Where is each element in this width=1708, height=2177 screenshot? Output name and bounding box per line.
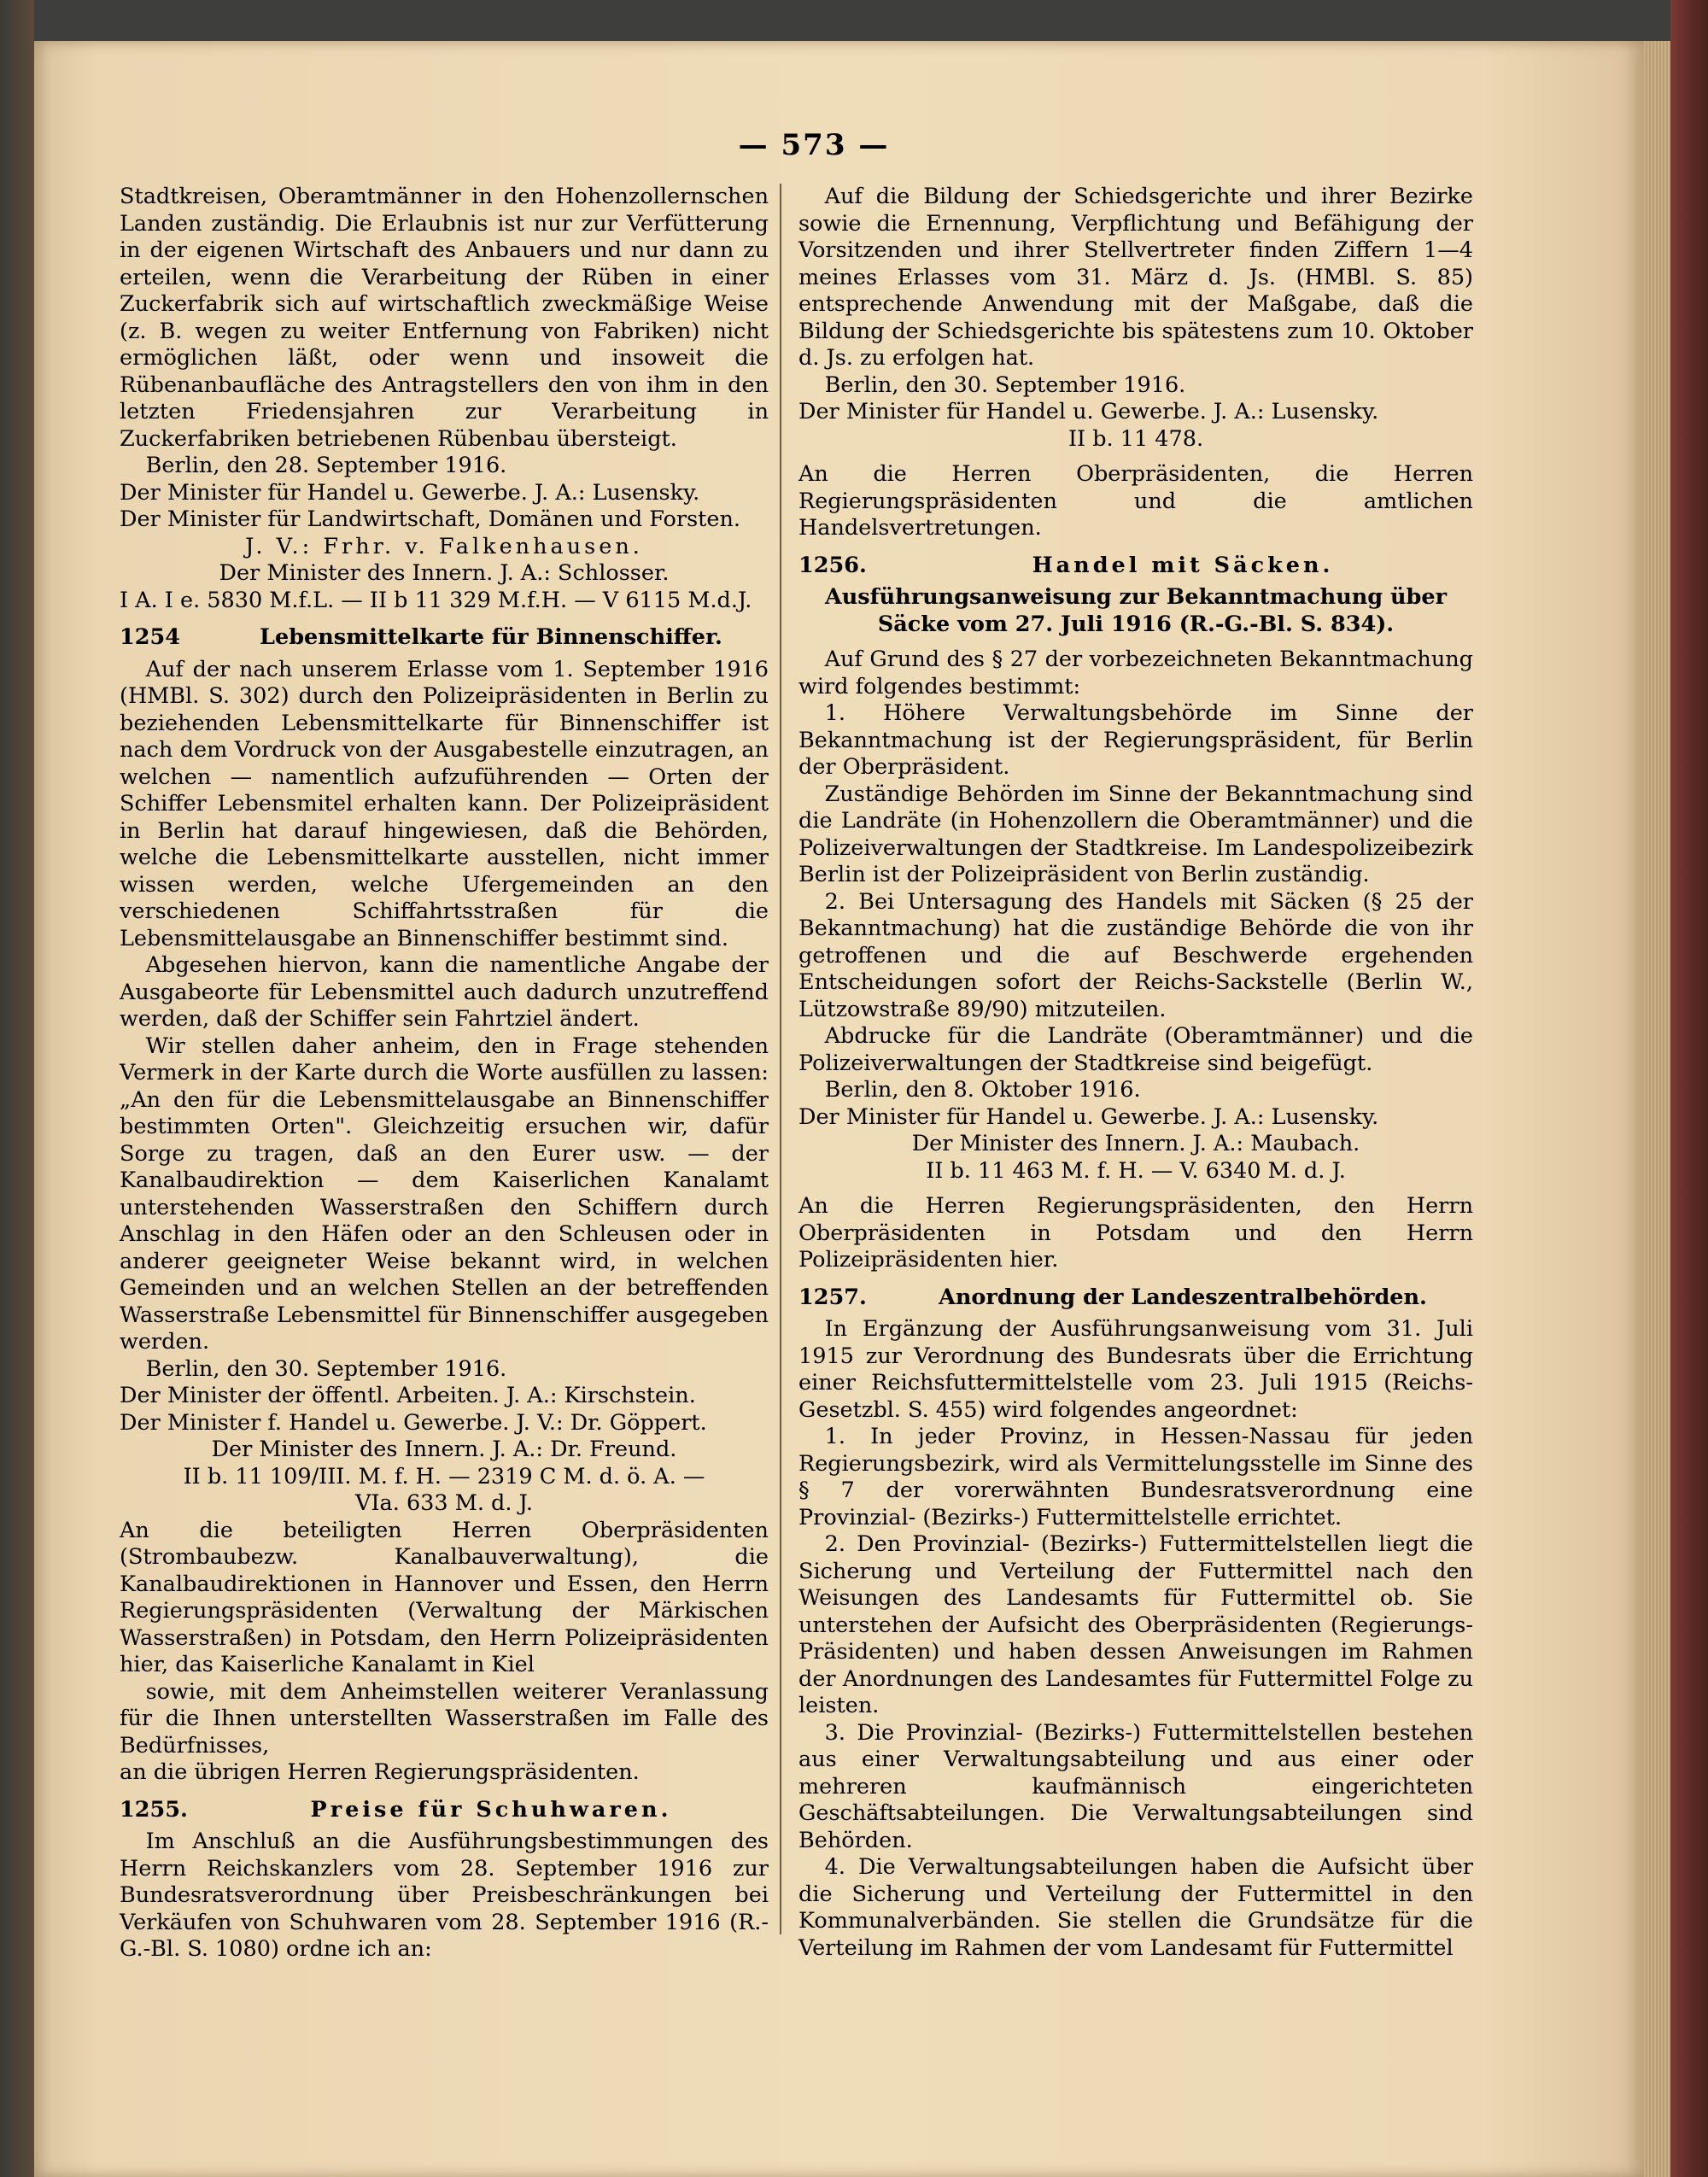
- book-spine-left: [0, 0, 34, 2177]
- section-title: Handel mit Säcken.: [1032, 552, 1334, 578]
- signature-line: Der Minister des Innern. J. A.: Schlosser.: [219, 560, 670, 586]
- section-number: 1257.: [798, 1284, 867, 1310]
- section-subtitle: Ausführungsanweisung zur Bekanntmachung über Säcke vom 27. Juli 1916 (R.-G.-Bl. S. 834).: [824, 584, 1448, 637]
- reference-line: VIa. 633 M. d. J.: [355, 1490, 533, 1516]
- addressee: An die Herren Oberpräsidenten, die Herren Regierungspräsidenten und die amtlichen Handelsvertretungen.: [798, 461, 1473, 541]
- reference-line: II b. 11 109/III. M. f. H. — 2319 C M. d. ö. A. —: [183, 1463, 705, 1489]
- paragraph: Auf Grund des § 27 der vorbezeichneten Bekanntmachung wird folgendes bestimmt:: [798, 647, 1473, 699]
- addressee: An die beteiligten Herren Oberpräsidenten (Strombaubezw. Kanalbauverwaltung), die Kanalbaudirektionen in Hannover und Essen, den Herrn Regierungspräsidenten (Verwaltung der Märkischen Wasserstraßen) in Potsdam, den Herrn Polizeipräsidenten hier, das Kaiserliche Kanalamt in Kiel: [120, 1517, 769, 1677]
- reference-line: I A. I e. 5830 M.f.L. — II b 11 329 M.f.H. — V 6115 M.d.J.: [120, 587, 752, 613]
- paragraph: 2. Den Provinzial- (Bezirks-) Futtermittelstellen liegt die Sicherung und Verteilung der Futtermittel nach den Weisungen des Landesamts für Futtermittel ob. Sie unterstehen der Aufsicht des Oberpräsidenten (Regierungs-Präsidenten) und haben dessen Anweisungen im Rahmen der Anordnungen des Landesamtes für Futtermittel Folge zu leisten.: [798, 1531, 1473, 1718]
- section-title: Anordnung der Landeszentralbehörden.: [939, 1284, 1427, 1310]
- signature-line: Der Minister des Innern. J. A.: Maubach.: [911, 1131, 1360, 1156]
- paragraph: Wir stellen daher anheim, den in Frage stehenden Vermerk in der Karte durch die Worte ausfüllen zu lassen: „An den für die Lebensmittelausgabe an Binnenschiffer bestimmten Orten". Gleichzeitig ersuchen wir, dafür Sorge zu tragen, daß an den Eurer usw. — der Kanalbaudirektion — dem Kaiserlichen Kanalamt unterstehenden Wasserstraßen den Schiffern durch Anschlag in den Häfen oder an den Schleusen oder in anderer geeigneter Weise bekannt wird, in welchen Gemeinden und an welchen Stellen an der betreffenden Wasserstraße Lebensmittel für Binnenschiffer ausgegeben werden.: [120, 1033, 769, 1355]
- addressee: an die übrigen Herren Regierungspräsidenten.: [120, 1759, 640, 1785]
- paragraph: 1. Höhere Verwaltungsbehörde im Sinne der Bekanntmachung ist der Regierungspräsident, für Berlin der Oberpräsident.: [798, 700, 1473, 780]
- paragraph: 2. Bei Untersagung des Handels mit Säcken (§ 25 der Bekanntmachung) hat die zuständige Behörde die von ihr getroffenen und die auf Beschwerde ergehenden Entscheidungen sofort der Reichs-Sackstelle (Berlin W., Lützowstraße 89/90) mitzuteilen.: [798, 888, 1473, 1022]
- section-title: Preise für Schuhwaren.: [310, 1796, 672, 1823]
- left-column: [120, 184, 769, 1963]
- addressee: sowie, mit dem Anheimstellen weiterer Veranlassung für die Ihnen unterstellten Wasserstraßen im Falle des Bedürfnisses,: [120, 1678, 769, 1759]
- addressee: An die Herren Regierungspräsidenten, den Herrn Oberpräsidenten in Potsdam und den Herrn Polizeipräsidenten hier.: [798, 1193, 1473, 1273]
- paragraph: Auf der nach unserem Erlasse vom 1. September 1916 (HMBl. S. 302) durch den Polizeipräsidenten in Berlin zu beziehenden Lebensmittelkarte für Binnenschiffer ist nach dem Vordruck von der Ausgabestelle einzutragen, an welchen — namentlich aufzuführenden — Orten der Schiffer Lebensmitel erhalten kann. Der Polizeipräsident in Berlin hat darauf hingewiesen, daß die Behörden, welche die Lebensmittelkarte ausstellen, nicht immer wissen werden, welche Ufergemeinden an den verschiedenen Schiffahrtsstraßen für die Lebensmittelausgabe an Binnenschiffer bestimmt sind.: [120, 656, 769, 951]
- reference-line: II b. 11 463 M. f. H. — V. 6340 M. d. J.: [926, 1157, 1346, 1184]
- date-line: Berlin, den 8. Oktober 1916.: [824, 1077, 1141, 1103]
- book-cover-top: [0, 0, 1708, 41]
- signature-line: Der Minister der öffentl. Arbeiten. J. A.: Kirschstein.: [120, 1383, 696, 1408]
- page-number: — 573 —: [738, 128, 890, 162]
- paragraph: Im Anschluß an die Ausführungsbestimmungen des Herrn Reichskanzlers vom 28. September 1916 zur Bundesratsverordnung über Preisbeschränkungen bei Verkäufen von Schuhwaren vom 28. September 1916 (R.-G.-Bl. S. 1080) ordne ich an:: [120, 1829, 769, 1962]
- date-line: Berlin, den 28. September 1916.: [145, 453, 507, 478]
- date-line: Berlin, den 30. September 1916.: [145, 1355, 507, 1382]
- right-column: [798, 184, 1473, 1962]
- section-number: 1254: [120, 624, 180, 650]
- reference-line: II b. 11 478.: [1068, 425, 1204, 452]
- paragraph: Stadtkreisen, Oberamtmänner in den Hohenzollernschen Landen zuständig. Die Erlaubnis ist nur zur Verfütterung in der eigenen Wirtschaft des Anbauers und nur dann zu erteilen, wenn die Verarbeitung der Rüben in einer Zuckerfabrik sich auf wirtschaftlich zweckmäßige Weise (z. B. wegen zu weiter Entfernung von Fabriken) nicht ermöglichen läßt, oder wenn und insoweit die Rübenanbaufläche des Antragstellers den von ihm in den letzten Friedensjahren zur Verarbeitung in Zuckerfabriken betriebenen Rübenbau übersteigt.: [120, 184, 769, 452]
- book-cover-right: [1670, 0, 1708, 2177]
- paragraph: Zuständige Behörden im Sinne der Bekanntmachung sind die Landräte (in Hohenzollern die Oberamtmänner) und die Polizeiverwaltungen der Stadtkreise. Im Landespolizeibezirk Berlin ist der Polizeipräsident von Berlin zuständig.: [798, 781, 1473, 887]
- signature-line: Der Minister für Handel u. Gewerbe. J. A.: Lusensky.: [120, 479, 700, 506]
- page-edges: [1644, 41, 1670, 2177]
- paragraph: 4. Die Verwaltungsabteilungen haben die Aufsicht über die Sicherung und Verteilung der Futtermittel in den Kommunalverbänden. Sie stellen die Grundsätze für die Verteilung im Rahmen der vom Landesamt für Futtermittel: [798, 1854, 1473, 1961]
- section-heading-1257: [798, 1285, 1473, 1312]
- paragraph: In Ergänzung der Ausführungsanweisung vom 31. Juli 1915 zur Verordnung des Bundesrats über die Errichtung einer Reichsfuttermittelstelle vom 23. Juli 1915 (Reichs-Gesetzbl. S. 455) wird folgendes angeordnet:: [798, 1316, 1473, 1423]
- column-divider: [780, 184, 781, 1934]
- signature-line: J. V.: Frhr. v. Falkenhausen.: [245, 533, 643, 559]
- section-heading-1256: [798, 553, 1473, 580]
- section-title: Lebensmittelkarte für Binnenschiffer.: [260, 624, 722, 650]
- section-heading-1254: [120, 624, 769, 652]
- paragraph: 1. In jeder Provinz, in Hessen-Nassau für jeden Regierungsbezirk, wird als Vermittelungsstelle im Sinne des § 7 der vorerwähnten Bundesratsverordnung eine Provinzial- (Bezirks-) Futtermittelstelle errichtet.: [798, 1424, 1473, 1530]
- signature-line: Der Minister f. Handel u. Gewerbe. J. V.: Dr. Göppert.: [120, 1409, 707, 1436]
- section-heading-1255: [120, 1797, 769, 1824]
- paragraph: Auf die Bildung der Schiedsgerichte und ihrer Bezirke sowie die Ernennung, Verpflichtung und Befähigung der Vorsitzenden und ihrer Stellvertreter finden Ziffern 1—4 meines Erlasses vom 31. März d. Js. (HMBl. S. 85) entsprechende Anwendung mit der Maßgabe, daß die Bildung der Schiedsgerichte bis spätestens zum 10. Oktober d. Js. zu erfolgen hat.: [798, 184, 1473, 371]
- section-number: 1256.: [798, 552, 867, 578]
- paragraph: Abdrucke für die Landräte (Oberamtmänner) und die Polizeiverwaltungen der Stadtkreise sind beigefügt.: [798, 1023, 1473, 1076]
- signature-line: Der Minister des Innern. J. A.: Dr. Freund.: [211, 1437, 677, 1462]
- signature-line: Der Minister für Handel u. Gewerbe. J. A.: Lusensky.: [798, 399, 1379, 424]
- paragraph: 3. Die Provinzial- (Bezirks-) Futtermittelstellen bestehen aus einer Verwaltungsabteilung und aus einer oder mehreren kaufmännisch eingerichteten Geschäftsabteilungen. Die Verwaltungsabteilungen sind Behörden.: [798, 1719, 1473, 1853]
- paragraph: Abgesehen hiervon, kann die namentliche Angabe der Ausgabeorte für Lebensmittel auch dadurch unzutreffend werden, daß der Schiffer sein Fahrtziel ändert.: [120, 952, 769, 1032]
- section-number: 1255.: [120, 1796, 188, 1823]
- signature-line: Der Minister für Handel u. Gewerbe. J. A.: Lusensky.: [798, 1103, 1379, 1130]
- signature-line: Der Minister für Landwirtschaft, Domänen und Forsten.: [120, 506, 741, 532]
- date-line: Berlin, den 30. September 1916.: [824, 372, 1186, 398]
